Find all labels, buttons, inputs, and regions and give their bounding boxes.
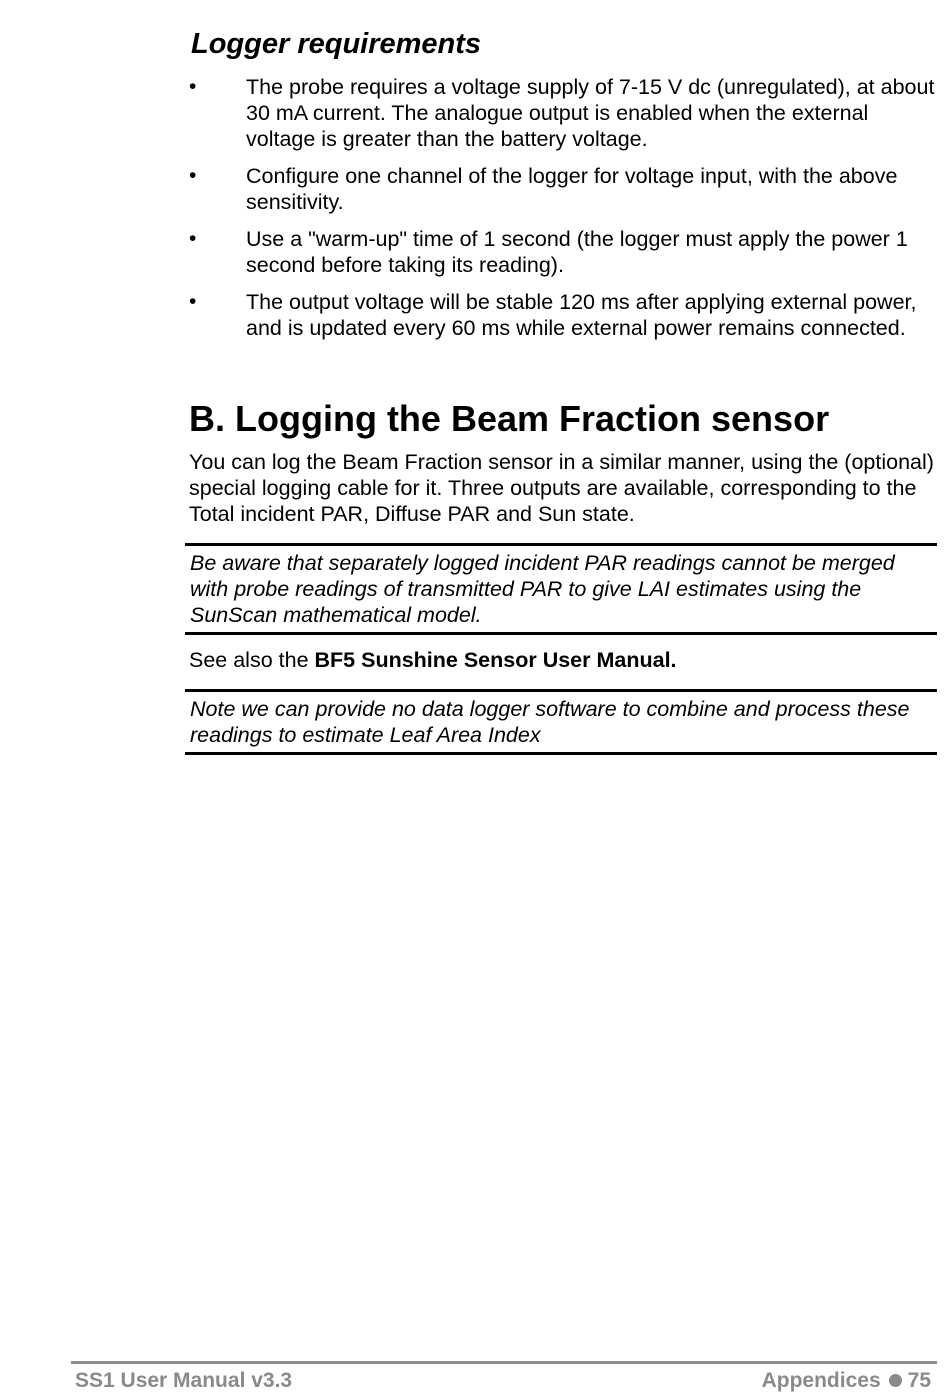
warning-note: Be aware that separately logged incident PAR readings cannot be merged with probe readings of transmitted PAR to give LAI estimates using the SunScan mathematical model. bbox=[185, 543, 937, 635]
bullet-icon: • bbox=[189, 164, 197, 187]
list-item-text: Configure one channel of the logger for voltage input, with the above sensitivity. bbox=[246, 164, 898, 214]
see-also-manual-title: BF5 Sunshine Sensor User Manual. bbox=[314, 648, 677, 672]
list-item bbox=[189, 74, 937, 152]
software-note: Note we can provide no data logger software to combine and process these readings to estimate Leaf Area Index bbox=[185, 689, 937, 755]
see-also-paragraph bbox=[189, 647, 937, 673]
section-b-heading: B. Logging the Beam Fraction sensor bbox=[189, 398, 830, 439]
page-number: 75 bbox=[907, 1369, 931, 1392]
list-item bbox=[189, 289, 937, 341]
list-item bbox=[189, 226, 937, 278]
list-item bbox=[189, 163, 937, 215]
bullet-icon: • bbox=[189, 290, 197, 313]
footer-divider bbox=[71, 1361, 937, 1364]
footer-section-name: Appendices bbox=[761, 1369, 881, 1392]
see-also-prefix: See also the bbox=[189, 648, 315, 672]
section-b-intro: You can log the Beam Fraction sensor in a similar manner, using the (optional) special logging cable for it. Three outputs are available, corresponding to the Total incident PAR, Diffuse PAR and Sun state. bbox=[189, 450, 934, 526]
bullet-dot-icon bbox=[889, 1374, 902, 1387]
bullet-icon: • bbox=[189, 75, 197, 98]
logger-requirements-list bbox=[189, 74, 937, 352]
list-item-text: The output voltage will be stable 120 ms after applying external power, and is updated every 60 ms while external power remains connected. bbox=[246, 290, 917, 340]
footer-page-info bbox=[762, 1367, 931, 1395]
footer-manual-title: SS1 User Manual v3.3 bbox=[75, 1369, 293, 1392]
logger-requirements-heading: Logger requirements bbox=[191, 28, 482, 60]
list-item-text: Use a "warm-up" time of 1 second (the logger must apply the power 1 second before taking its reading). bbox=[246, 227, 908, 277]
bullet-icon: • bbox=[189, 227, 197, 250]
list-item-text: The probe requires a voltage supply of 7-15 V dc (unregulated), at about 30 mA current. The analogue output is enabled when the external voltage is greater than the battery voltage. bbox=[246, 75, 935, 151]
